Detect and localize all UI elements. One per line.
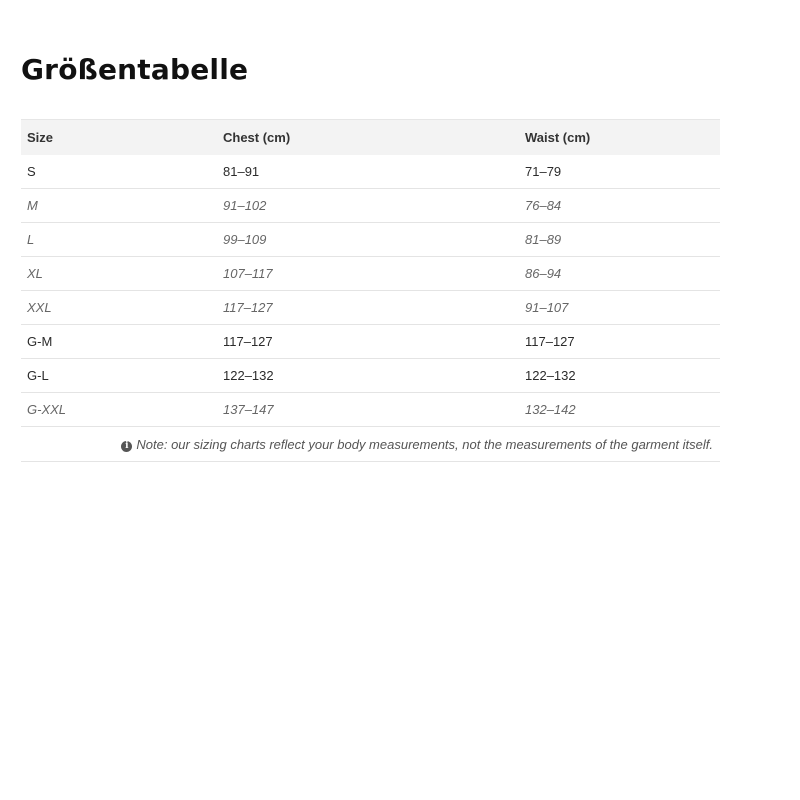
cell-chest: 99–109 (217, 223, 519, 257)
size-chart-table (21, 119, 720, 462)
cell-chest: 107–117 (217, 257, 519, 291)
table-row (21, 359, 720, 393)
header-chest: Chest (cm) (217, 120, 519, 156)
cell-size: XL (21, 257, 217, 291)
cell-size: S (21, 155, 217, 189)
cell-waist: 81–89 (519, 223, 720, 257)
table-note (21, 427, 720, 462)
cell-chest: 91–102 (217, 189, 519, 223)
page-title: Größentabelle (21, 53, 249, 86)
header-size: Size (21, 120, 217, 156)
cell-size: XXL (21, 291, 217, 325)
table-row (21, 155, 720, 189)
cell-waist: 71–79 (519, 155, 720, 189)
table-note-text: Note: our sizing charts reflect your body measurements, not the measurements of the garment itself. (136, 436, 713, 452)
cell-size: G-L (21, 359, 217, 393)
table-row (21, 257, 720, 291)
table-row (21, 189, 720, 223)
cell-waist: 117–127 (519, 325, 720, 359)
cell-chest: 117–127 (217, 325, 519, 359)
cell-waist: 132–142 (519, 393, 720, 427)
cell-size: M (21, 189, 217, 223)
cell-size: G-M (21, 325, 217, 359)
cell-chest: 122–132 (217, 359, 519, 393)
cell-size: G-XXL (21, 393, 217, 427)
table-row (21, 325, 720, 359)
cell-chest: 81–91 (217, 155, 519, 189)
cell-waist: 91–107 (519, 291, 720, 325)
cell-chest: 137–147 (217, 393, 519, 427)
table-row (21, 291, 720, 325)
cell-size: L (21, 223, 217, 257)
table-row (21, 223, 720, 257)
table-note-row (21, 427, 720, 462)
cell-waist: 86–94 (519, 257, 720, 291)
cell-waist: 76–84 (519, 189, 720, 223)
cell-chest: 117–127 (217, 291, 519, 325)
cell-waist: 122–132 (519, 359, 720, 393)
header-waist: Waist (cm) (519, 120, 720, 156)
table-row (21, 393, 720, 427)
info-icon: i (121, 441, 132, 452)
table-header-row (21, 120, 720, 156)
